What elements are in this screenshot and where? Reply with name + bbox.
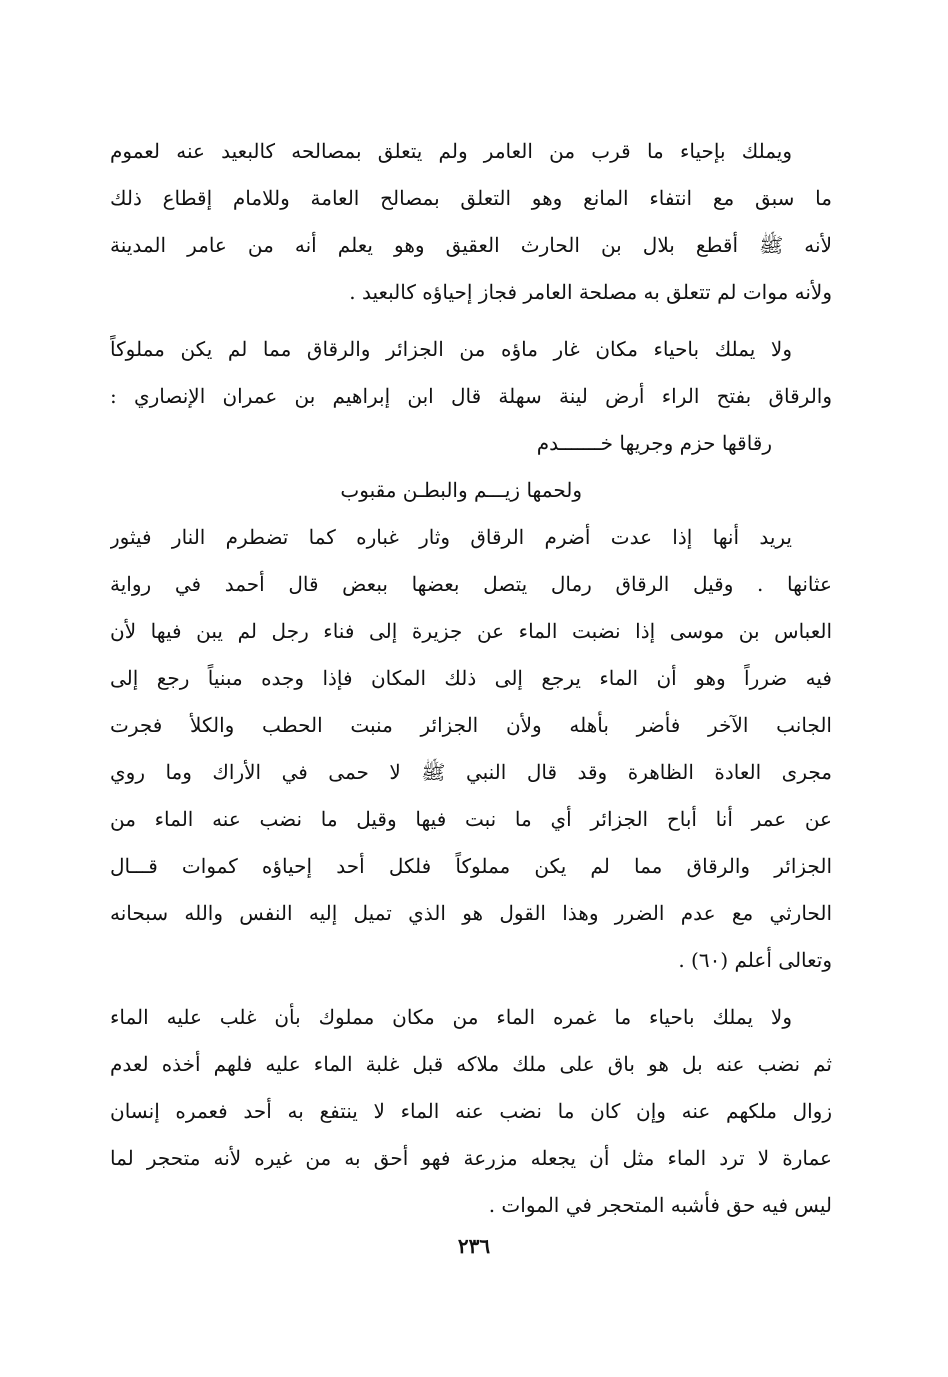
text-line: عمارة لا ترد الماء مثل أن يجعله مزرعة فهو أحق به من غيره لأنه متحجر لما (110, 1146, 832, 1170)
page-body (110, 128, 832, 1239)
paragraph-2 (110, 326, 832, 420)
text-line: الجانب الآخر فأضر بأهله ولأن الجزائر منبت الحطب والكلأ فجرت (110, 713, 832, 737)
text-line: فيه ضرراً وهو أن الماء يرجع إلى ذلك المكان فإذا وجده مبنياً رجع إلى (110, 666, 832, 690)
text-line: ليس فيه حق فأشبه المتحجر في الموات . (488, 1193, 832, 1217)
paragraph-4 (110, 994, 832, 1229)
text-line: ولا يملك باحياء ما غمره الماء من مكان مملوك بأن غلب عليه الماء (110, 1005, 792, 1029)
verse-line-1: رقاقها حزم وجريها خـــــــدم (536, 431, 772, 455)
text-line: عثانها . وقيل الرقاق رمال يتصل بعضها ببعض قال أحمد في رواية (110, 572, 832, 596)
text-line: عن عمر أنا أباح الجزائر أي ما نبت فيها وقيل ما نضب عنه الماء من (110, 807, 832, 831)
paragraph-3 (110, 514, 832, 984)
verse-line-2: ولحمها زيـــم والبطـن مقبوب (340, 478, 582, 502)
text-line: الحارثي مع عدم الضرر وهذا القول هو الذي تميل إليه النفس والله سبحانه (110, 901, 832, 925)
text-line: ولا يملك باحياء مكان غار ماؤه من الجزائر والرقاق مما لم يكن مملوكاً (110, 337, 792, 361)
text-line: الجزائر والرقاق مما لم يكن مملوكاً فلكل أحد إحياؤه كموات قـــال (110, 854, 832, 878)
poem-verse (110, 420, 832, 514)
paragraph-1 (110, 128, 832, 316)
text-line: ويملك بإحياء ما قرب من العامر ولم يتعلق بمصالحه كالبعيد عنه لعموم (110, 139, 792, 163)
text-line: والرقاق بفتح الراء أرض لينة سهلة قال ابن إبراهيم بن عمران الإنصاري : (110, 384, 832, 408)
text-line: ثم نضب عنه بل هو باق على ملك ملاكه قبل غلبة الماء عليه فلهم أخذه لعدم (110, 1052, 832, 1076)
text-line: ولأنه موات لم تتعلق به مصلحة العامر فجاز إحياؤه كالبعيد . (349, 280, 832, 304)
text-line: وتعالى أعلم (٦٠) . (678, 948, 832, 972)
text-line: زوال ملكهم عنه وإن كان ما نضب عنه الماء لا ينتفع به أحد فعمره إنسان (110, 1099, 832, 1123)
page-number: ٢٣٦ (457, 1234, 491, 1258)
text-line: يريد أنها إذا عدت أضرم الرقاق وثار غباره كما تضطرم النار فيثور (110, 525, 792, 549)
text-line: لأنه ﷺ أقطع بلال بن الحارث العقيق وهو يعلم أنه من عامر المدينة (110, 233, 832, 257)
text-line: العباس بن موسى إذا نضبت الماء عن جزيرة إلى فناء رجل لم يبن فيها لأن (110, 619, 832, 643)
text-line: مجرى العادة الظاهرة وقد قال النبي ﷺ لا حمى في الأراك وما روي (110, 760, 832, 784)
text-line: ما سبق مع انتفاء المانع وهو التعلق بمصالح العامة وللامام إقطاع ذلك (110, 186, 832, 210)
